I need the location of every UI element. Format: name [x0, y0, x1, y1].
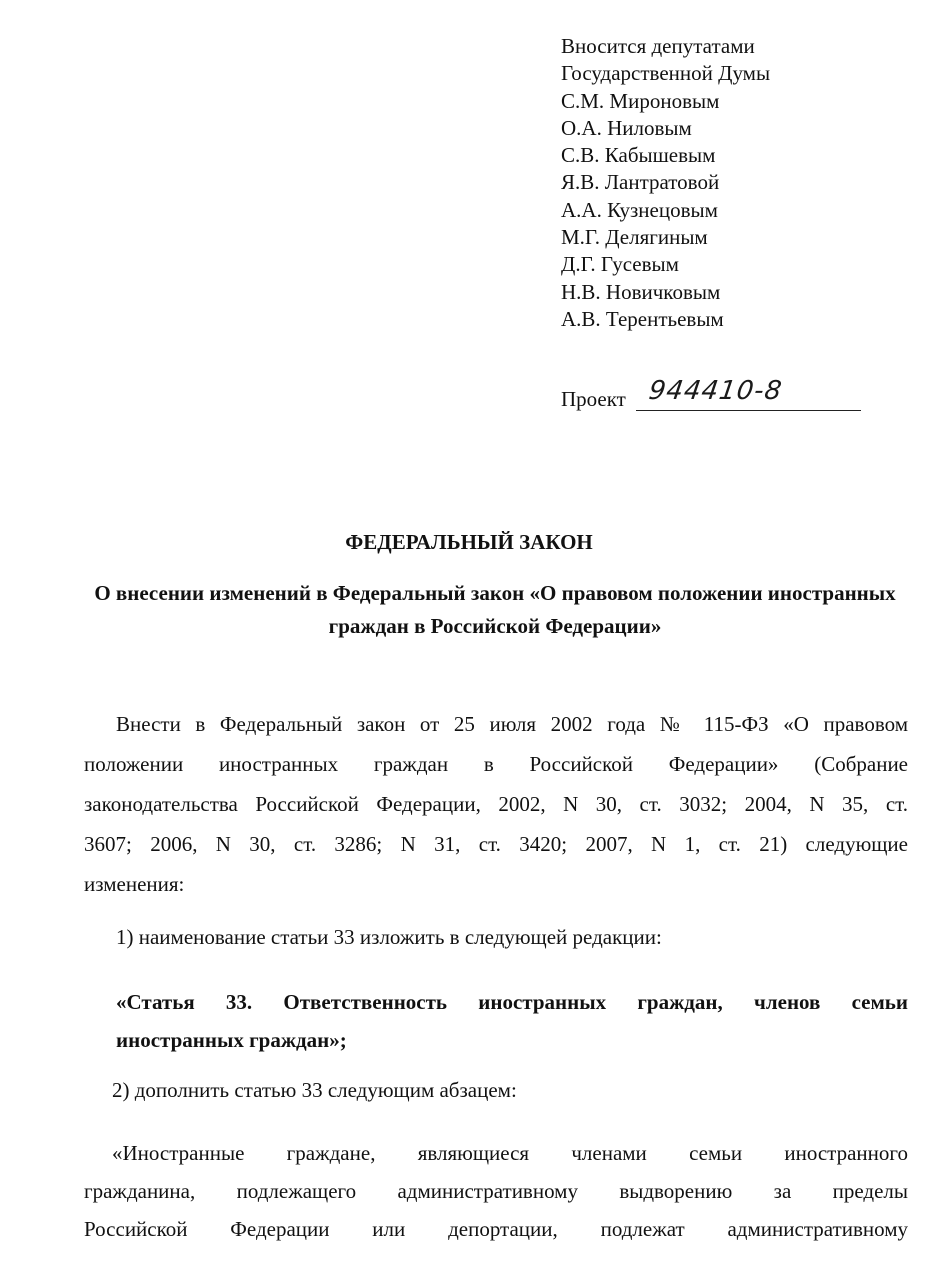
sponsor-line: Государственной Думы [561, 61, 771, 86]
sponsor-line: А.В. Терентьевым [561, 306, 724, 331]
sponsor-line: С.В. Кабышевым [561, 143, 716, 168]
article-title-quote [116, 983, 908, 1059]
project-number-handwritten: 944410-8 [646, 376, 785, 406]
document-title: ФЕДЕРАЛЬНЫЙ ЗАКОН [345, 530, 593, 554]
sponsor-line: Вносится депутатами [561, 34, 755, 58]
text-line: положении иностранных граждан в Российской Федерации» (Собрание [84, 752, 908, 776]
text-line: изменения: [84, 872, 185, 896]
sponsor-line: О.А. Ниловым [561, 115, 692, 140]
list-item-2: 2) дополнить статью 33 следующим абзацем: [112, 1078, 517, 1102]
text-line: «Иностранные граждане, являющиеся членами семьи иностранного [112, 1141, 908, 1165]
text-line: Внести в Федеральный закон от 25 июля 2002 года № 115-ФЗ «О правовом [116, 712, 908, 736]
project-underline [636, 410, 861, 411]
sponsor-line: С.М. Мироновым [561, 88, 720, 113]
text-line: гражданина, подлежащего административному выдворению за пределы [84, 1179, 908, 1203]
new-paragraph-quote [84, 1134, 908, 1248]
sponsors-block [561, 33, 770, 333]
sponsor-line: М.Г. Делягиным [561, 225, 708, 250]
text-line: иностранных граждан»; [116, 1028, 347, 1052]
project-label: Проект [561, 387, 626, 411]
project-field [561, 378, 821, 418]
sponsor-line: А.А. Кузнецовым [561, 197, 718, 222]
sponsor-line: Я.В. Лантратовой [561, 170, 720, 195]
sponsor-line: Д.Г. Гусевым [561, 252, 679, 277]
document-subtitle: О внесении изменений в Федеральный закон «О правовом положении иностранных граждан в Российской Федерации» [94, 581, 896, 638]
text-line: Российской Федерации или депортации, подлежат административному [84, 1217, 908, 1241]
intro-paragraph [84, 704, 908, 904]
text-line: 3607; 2006, N 30, ст. 3286; N 31, ст. 3420; 2007, N 1, ст. 21) следующие [84, 832, 908, 856]
text-line: «Статья 33. Ответственность иностранных граждан, членов семьи [116, 990, 908, 1014]
list-item-1: 1) наименование статьи 33 изложить в следующей редакции: [116, 925, 662, 949]
sponsor-line: Н.В. Новичковым [561, 279, 721, 304]
text-line: законодательства Российской Федерации, 2002, N 30, ст. 3032; 2004, N 35, ст. [84, 792, 908, 816]
